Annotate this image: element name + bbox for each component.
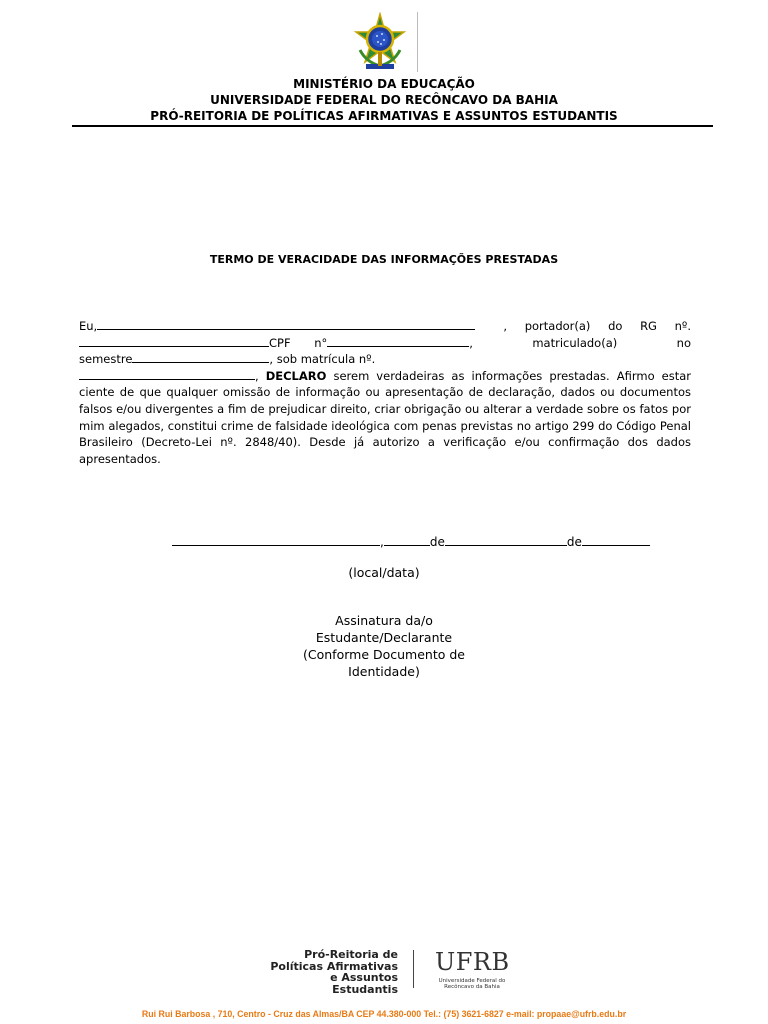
cpf-comma: , (469, 335, 473, 350)
paragraph-line-1 (79, 318, 691, 335)
de-label-2: de (566, 535, 582, 549)
date-comma: , (380, 535, 384, 549)
ufrb-sub-line-2: Recôncavo da Bahia (444, 984, 500, 990)
paragraph-line-3 (79, 351, 691, 368)
header-divider (417, 12, 418, 72)
local-date-line (172, 534, 654, 549)
footer-address: Rui Rui Barbosa , 710, Centro - Cruz das Almas/BA CEP 44.380-000 Tel.: (75) 3621-6827 e-mail: propaae@ufrb.edu.br (141, 1009, 627, 1019)
declaration-paragraph (79, 318, 691, 467)
propaae-line-3: e Assuntos Estudantis (330, 971, 398, 996)
matricula-blank[interactable] (79, 368, 255, 380)
institution-header (0, 76, 768, 124)
propaae-line-2: Políticas Afirmativas (270, 959, 398, 973)
paragraph-line-2 (79, 335, 691, 352)
paragraph-body: , DECLARO serem verdadeiras as informações prestadas. Afirmo estar ciente de que qualquer omissão de informação ou apresentação de declaração, dados ou documentos falsos e/ou divergentes a fim de prejudicar direito, criar obrigação ou alterar a verdade sobre os fatos por mim alegados, constitui crime de falsidade ideológica com penas previstas no artigo 299 do Código Penal Brasileiro (Decreto-Lei nº. 2848/40). Desde já autorizo a verificação e/ou confirmação dos dados apresentados. (79, 368, 692, 466)
rg-label: , portador(a) do RG nº. (503, 319, 691, 333)
year-blank[interactable] (582, 534, 650, 546)
cpf-blank[interactable] (327, 335, 469, 347)
cpf-label: CPF n° (269, 335, 328, 350)
signature-line-1: Assinatura da/o (335, 613, 433, 628)
signature-block (234, 612, 534, 680)
footer-divider (413, 950, 414, 988)
signature-line-3: (Conforme Documento de (303, 647, 465, 662)
signature-line-4: Identidade) (348, 664, 420, 679)
department-name: PRÓ-REITORIA DE POLÍTICAS AFIRMATIVAS E ASSUNTOS ESTUDANTIS (150, 109, 618, 123)
declaro-word: DECLARO (265, 368, 327, 383)
no-label: no (676, 335, 691, 350)
local-blank[interactable] (172, 534, 380, 546)
ufrb-logo: UFRB (435, 948, 510, 976)
local-date-caption: (local/data) (348, 565, 420, 580)
university-name: UNIVERSIDADE FEDERAL DO RECÔNCAVO DA BAHIA (210, 93, 558, 107)
signature-line-2: Estudante/Declarante (315, 630, 453, 645)
matricula-label: , sob matrícula nº. (269, 352, 376, 367)
ufrb-sub-line-1: Universidade Federal do (438, 978, 506, 984)
header-rule (72, 125, 713, 127)
propaae-logo-text (262, 949, 398, 995)
ufrb-logo-subtitle (436, 978, 508, 990)
declaration-text: serem verdadeiras as informações prestadas. Afirmo estar ciente de que qualquer omissão de informação ou apresentação de declaração, dados ou documentos falsos e/ou divergentes a fim de prejudicar direito, criar obrigação ou alterar a verdade sobre os fatos por mim alegados, constitui crime de falsidade ideológica com penas previstas no artigo 299 do Código Penal Brasileiro (Decreto-Lei nº. 2848/40). Desde já autorizo a verificação e/ou confirmação dos dados apresentados. (79, 368, 692, 466)
de-label-1: de (429, 535, 445, 549)
document-title: TERMO DE VERACIDADE DAS INFORMAÇÕES PRESTADAS (209, 253, 559, 266)
month-blank[interactable] (445, 534, 567, 546)
day-blank[interactable] (384, 534, 430, 546)
ministry-name: MINISTÉRIO DA EDUCAÇÃO (293, 77, 475, 91)
name-blank[interactable] (97, 318, 475, 330)
propaae-line-1: Pró-Reitoria de (304, 948, 398, 961)
rg-blank[interactable] (79, 335, 269, 347)
eu-label: Eu, (79, 319, 98, 333)
semestre-label: semestre (79, 352, 133, 367)
brazil-coat-of-arms-icon (352, 12, 408, 72)
semestre-blank[interactable] (132, 351, 269, 363)
matriculado-label: matriculado(a) (532, 335, 618, 350)
